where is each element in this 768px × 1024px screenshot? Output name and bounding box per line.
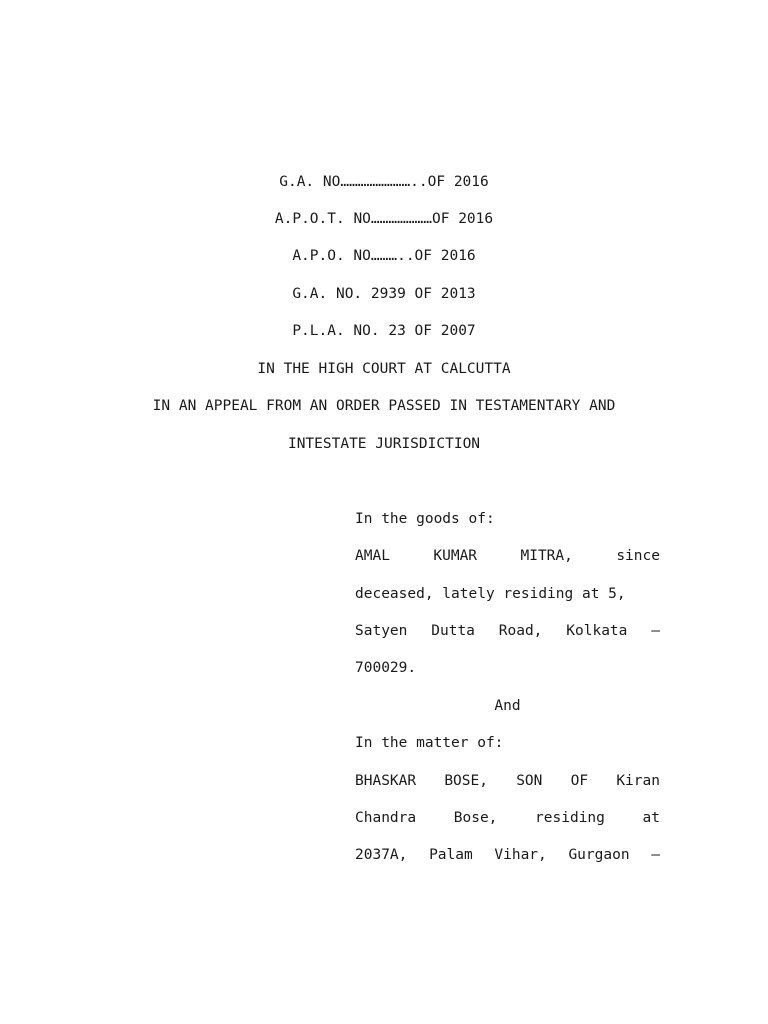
court-title: IN THE HIGH COURT AT CALCUTTA [257, 361, 511, 377]
apo-number-line: A.P.O. NO………..OF 2016 [292, 248, 476, 264]
and-connector: And [494, 698, 521, 714]
matter-line-2 [355, 808, 660, 828]
word: Palam [429, 847, 473, 863]
word: since [616, 548, 660, 564]
goods-line-2: deceased, lately residing at 5, [355, 586, 626, 602]
word: AMAL [355, 548, 390, 564]
word: OF [570, 773, 589, 789]
jurisdiction-line: INTESTATE JURISDICTION [287, 436, 481, 452]
matter-line-3 [355, 845, 660, 865]
word: Kolkata [566, 623, 628, 639]
word: residing [535, 810, 605, 826]
goods-line-4: 700029. [355, 660, 417, 676]
appeal-description: IN AN APPEAL FROM AN ORDER PASSED IN TESTAMENTARY AND [152, 398, 616, 414]
ga-2939-line: G.A. NO. 2939 OF 2013 [292, 286, 476, 302]
matter-line-1 [355, 771, 660, 791]
word: Bose, [453, 810, 498, 826]
word: MITRA, [520, 548, 573, 564]
goods-line-3 [355, 621, 660, 641]
word: SON [516, 773, 543, 789]
word: BOSE, [444, 773, 488, 789]
word: Satyen [355, 623, 408, 639]
goods-intro: In the goods of: [355, 511, 495, 527]
apot-number-line: A.P.O.T. NO…………………OF 2016 [274, 211, 494, 227]
word: BHASKAR [355, 773, 417, 789]
ga-number-line: G.A. NO……………………..OF 2016 [279, 174, 489, 190]
word: Road, [498, 623, 543, 639]
pla-number-line: P.L.A. NO. 23 OF 2007 [292, 323, 476, 339]
word: Gurgaon [568, 847, 630, 863]
word: Dutta [431, 623, 475, 639]
word: 2037A, [355, 847, 408, 863]
word: – [651, 623, 660, 639]
word: at [642, 810, 660, 826]
goods-line-1 [355, 546, 660, 566]
word: – [651, 847, 660, 863]
word: Chandra [355, 810, 417, 826]
matter-intro: In the matter of: [355, 735, 504, 751]
word: Kiran [616, 773, 660, 789]
word: KUMAR [433, 548, 478, 564]
word: Vihar, [494, 847, 547, 863]
